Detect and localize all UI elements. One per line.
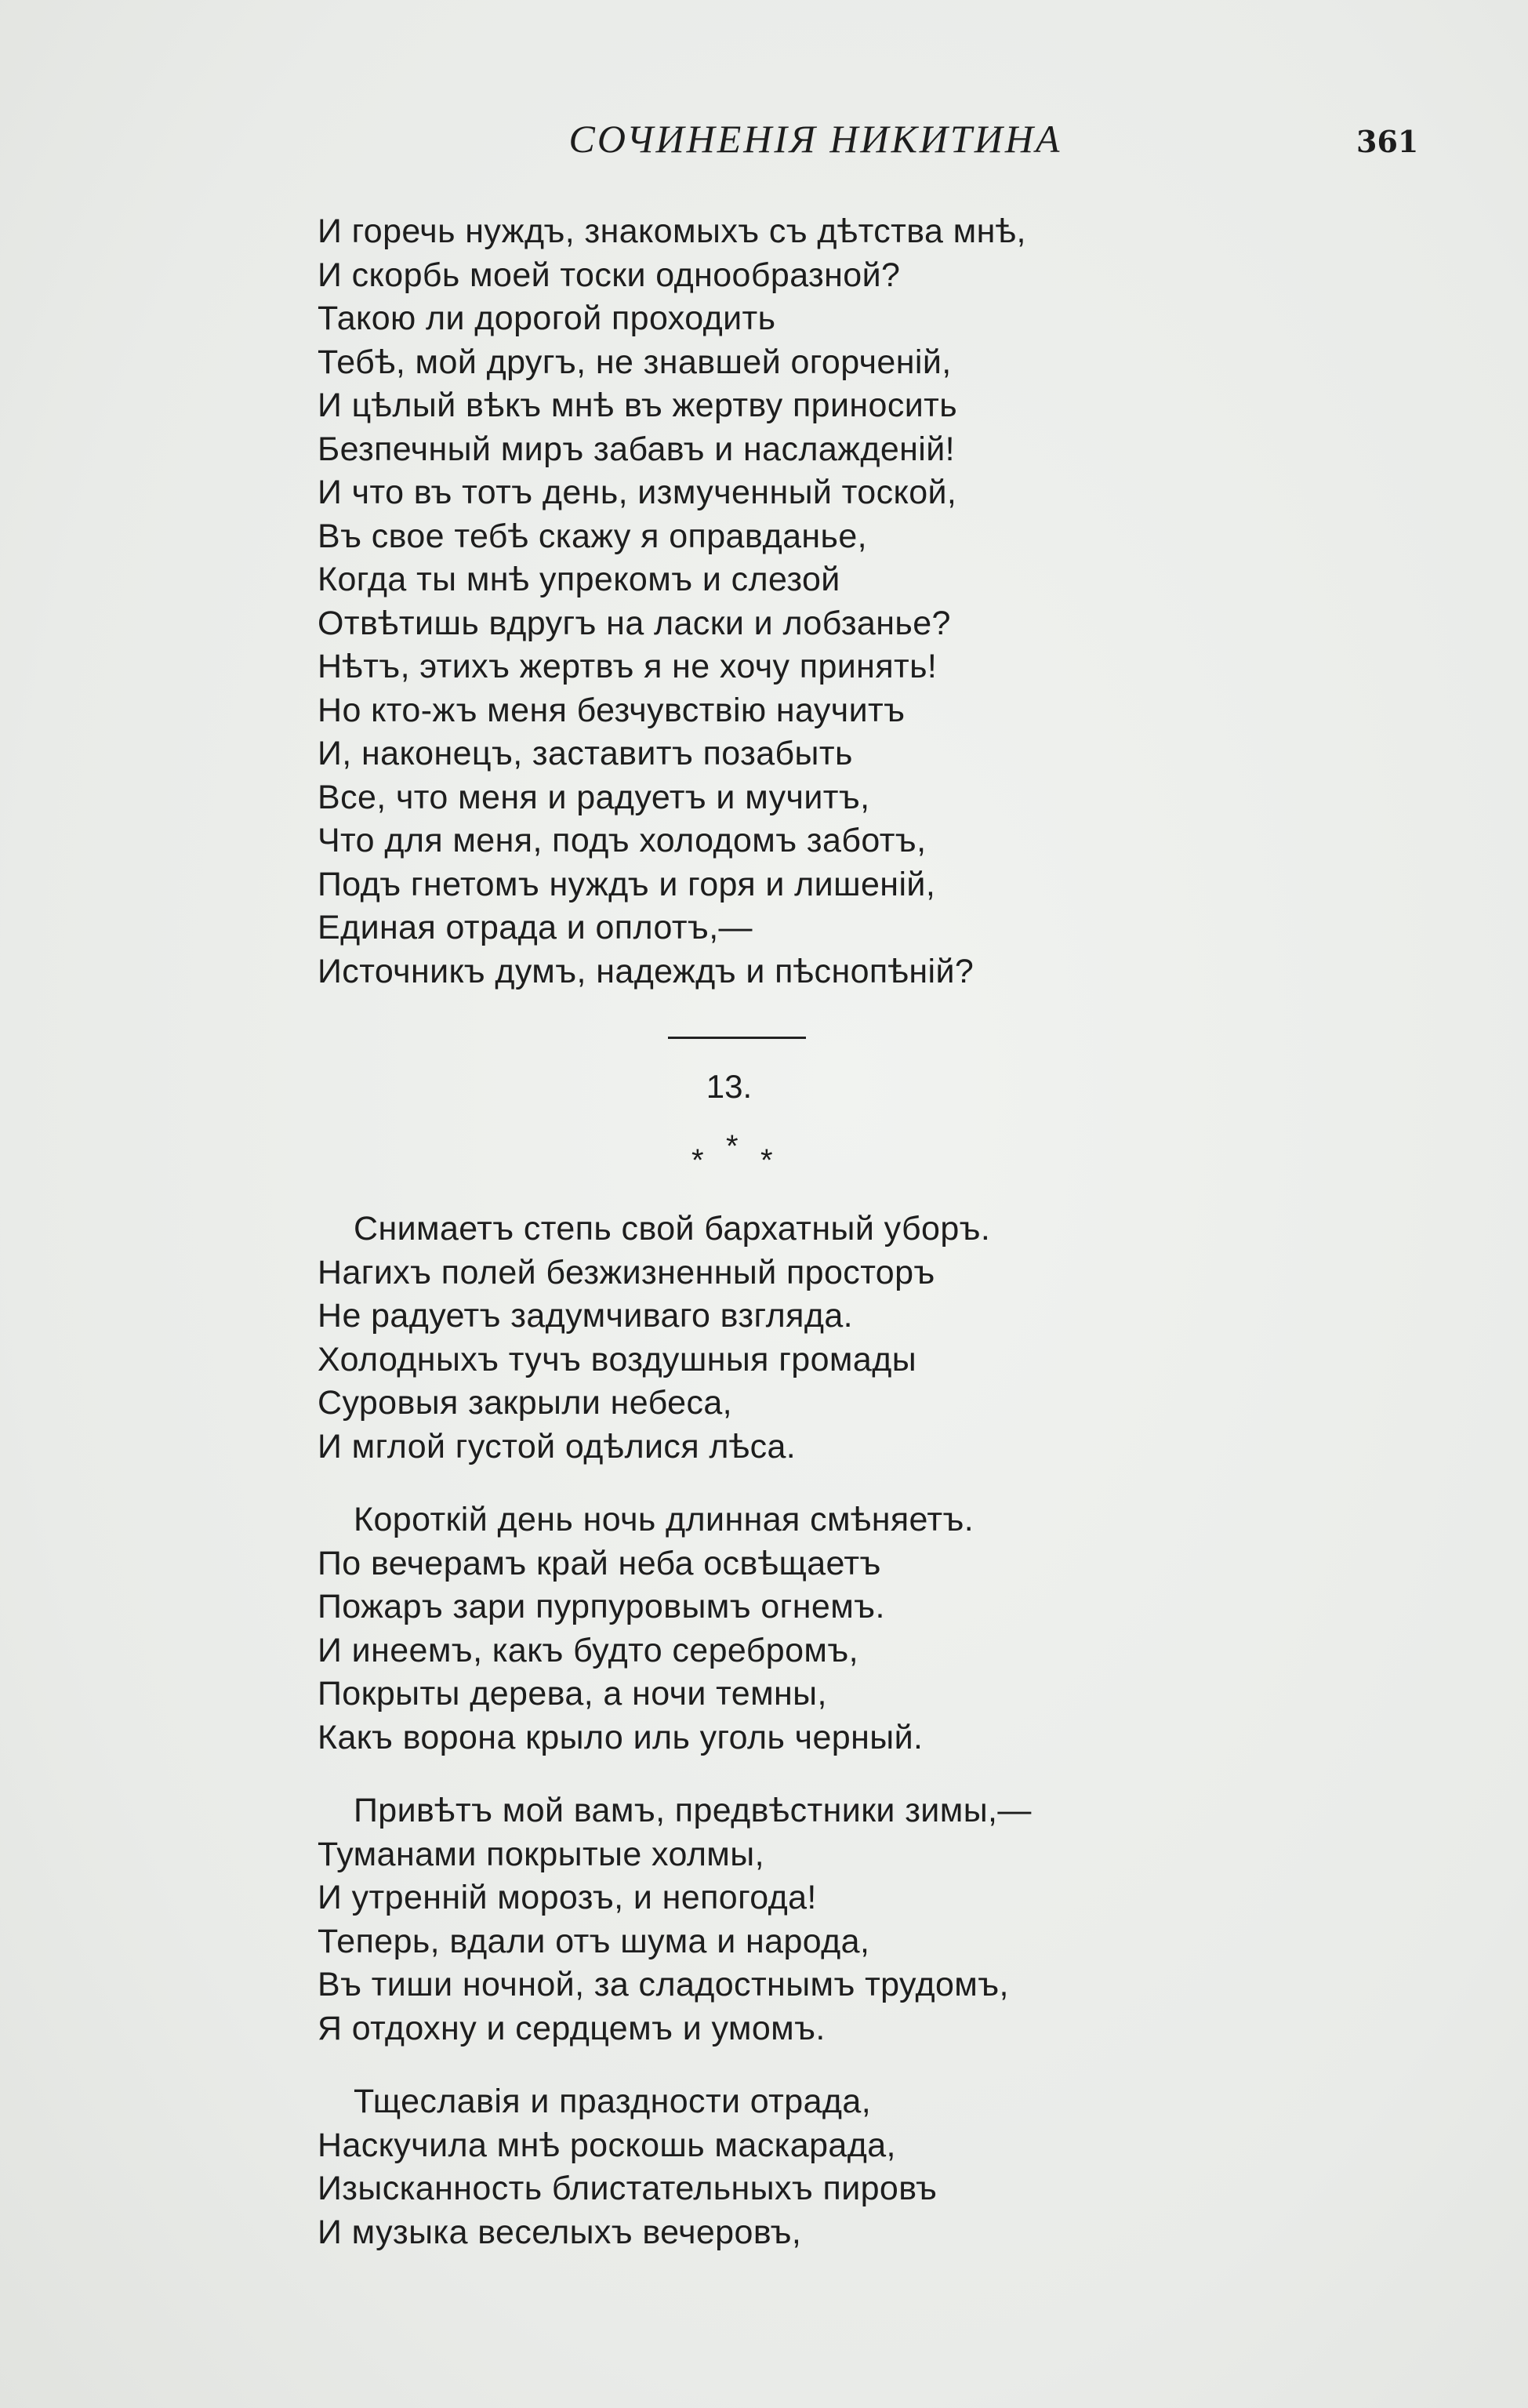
asterisk: * bbox=[691, 1143, 704, 1178]
verse-line: Единая отрада и оплотъ,— bbox=[318, 909, 753, 946]
asterism bbox=[681, 1129, 790, 1176]
verse-line: И скорбь моей тоски однообразной? bbox=[318, 256, 901, 294]
verse-line: Тебѣ, мой другъ, не знавшей огорченій, bbox=[318, 343, 952, 381]
verse-line: Покрыты дерева, а ночи темны, bbox=[318, 1675, 827, 1712]
stanza-break bbox=[318, 2050, 1337, 2080]
verse-line: Въ тиши ночной, за сладостнымъ трудомъ, bbox=[318, 1966, 1009, 2003]
verse-line: Снимаетъ степь свой бархатный уборъ. bbox=[354, 1210, 991, 1248]
verse-line: Такою ли дорогой проходить bbox=[318, 300, 776, 337]
verse-line: Холодныхъ тучъ воздушныя громады bbox=[318, 1340, 916, 1378]
verse-line: Наскучила мнѣ роскошь маскарада, bbox=[318, 2126, 896, 2164]
verse-line: Пожаръ зари пурпуровымъ огнемъ. bbox=[318, 1588, 885, 1625]
verse-line: И цѣлый вѣкъ мнѣ въ жертву приносить bbox=[318, 387, 958, 424]
asterisk: * bbox=[726, 1129, 739, 1164]
verse-line: Когда ты мнѣ упрекомъ и слезой bbox=[318, 561, 840, 598]
continuation-verse bbox=[318, 210, 1337, 993]
page-number: 361 bbox=[1356, 124, 1419, 159]
verse-line: И горечь нуждъ, знакомыхъ съ дѣтства мнѣ, bbox=[318, 212, 1026, 250]
verse-line: И, наконецъ, заставитъ позабыть bbox=[318, 735, 853, 772]
verse-line: Не радуетъ задумчиваго взгляда. bbox=[318, 1297, 853, 1335]
stanza-break bbox=[318, 1469, 1337, 1498]
verse-line: И инеемъ, какъ будто серебромъ, bbox=[318, 1631, 859, 1669]
poem-body bbox=[318, 1208, 1337, 2254]
verse-line: Теперь, вдали отъ шума и народа, bbox=[318, 1922, 870, 1960]
verse-line: И музыка веселыхъ вечеровъ, bbox=[318, 2213, 802, 2251]
verse-line: Все, что меня и радуетъ и мучитъ, bbox=[318, 778, 870, 816]
verse-line: Туманами покрытые холмы, bbox=[318, 1835, 764, 1873]
verse-line: Какъ ворона крыло иль уголь черный. bbox=[318, 1718, 924, 1756]
section-divider bbox=[668, 1037, 806, 1039]
verse-line: Короткій день ночь длинная смѣняетъ. bbox=[354, 1501, 975, 1538]
verse-line: Отвѣтишь вдругъ на ласки и лобзанье? bbox=[318, 604, 951, 642]
verse-line: Я отдохну и сердцемъ и умомъ. bbox=[318, 2009, 826, 2047]
verse-line: Изысканность блистательныхъ пировъ bbox=[318, 2170, 938, 2207]
verse-line: Безпечный миръ забавъ и наслажденій! bbox=[318, 430, 956, 468]
verse-line: Что для меня, подъ холодомъ заботъ, bbox=[318, 822, 927, 859]
verse-line: Тщеславія и праздности отрада, bbox=[354, 2083, 872, 2120]
verse-line: Но кто-жъ меня безчувствію научитъ bbox=[318, 691, 906, 729]
verse-line: Источникъ думъ, надеждъ и пѣснопѣній? bbox=[318, 952, 975, 990]
verse-line: Суровыя закрыли небеса, bbox=[318, 1384, 733, 1422]
verse-line: По вечерамъ край неба освѣщаетъ bbox=[318, 1544, 881, 1582]
verse-line: И что въ тотъ день, измученный тоской, bbox=[318, 474, 957, 511]
stanza-break bbox=[318, 1760, 1337, 1789]
running-title: СОЧИНЕНІЯ НИКИТИНА bbox=[568, 117, 1062, 161]
verse-line: Нагихъ полей безжизненный просторъ bbox=[318, 1253, 935, 1291]
verse-line: Подъ гнетомъ нуждъ и горя и лишеній, bbox=[318, 865, 936, 903]
verse-line: Въ свое тебѣ скажу я оправданье, bbox=[318, 517, 868, 555]
verse-line: И утренній морозъ, и непогода! bbox=[318, 1879, 817, 1916]
verse-line: Привѣтъ мой вамъ, предвѣстники зимы,— bbox=[354, 1792, 1032, 1829]
verse-line: Нѣтъ, этихъ жертвъ я не хочу принять! bbox=[318, 648, 938, 685]
verse-line: И мглой густой одѣлися лѣса. bbox=[318, 1427, 797, 1466]
asterisk: * bbox=[760, 1143, 773, 1178]
poem-number: 13. bbox=[706, 1068, 753, 1105]
